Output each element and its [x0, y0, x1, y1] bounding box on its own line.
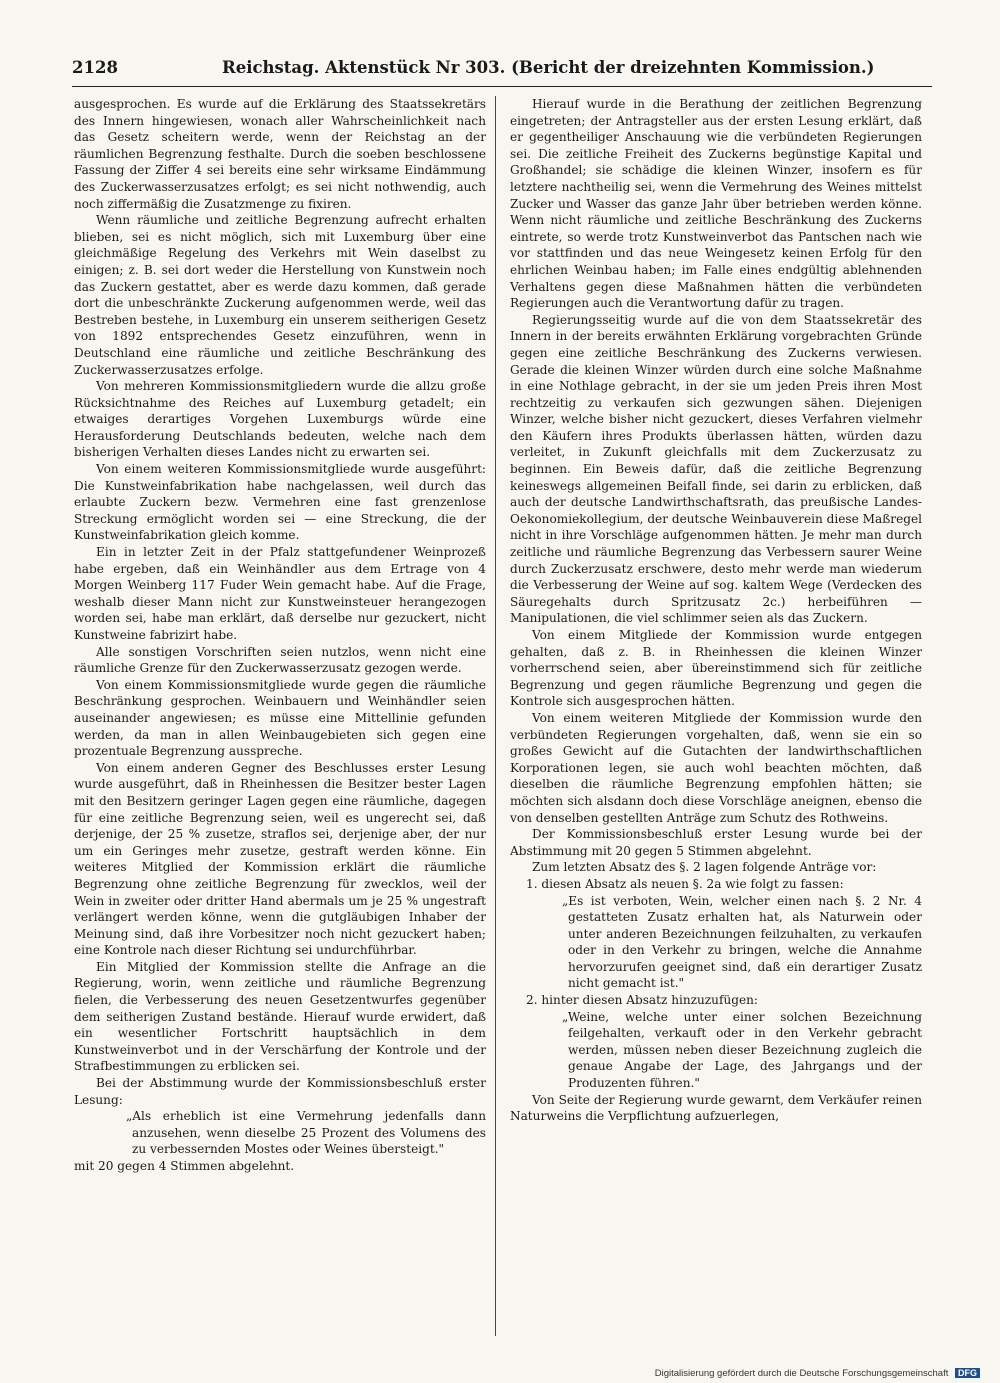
paragraph: Alle sonstigen Vorschriften seien nutzlos, wenn nicht eine räumliche Grenze für den Zuckerwasserzusatz gezogen werde. — [74, 644, 486, 676]
paragraph: mit 20 gegen 4 Stimmen abgelehnt. — [74, 1159, 295, 1173]
paragraph: Wenn räumliche und zeitliche Begrenzung aufrecht erhalten blieben, sei es nicht möglich, sich mit Luxemburg über eine gleichmäßige Regelung des Verkehrs mit Wein daselbst zu einigen; z. B. sei dort weder die Herstellung von Kunstwein noch das Zuckern gestattet, aber es werde dazu kommen, daß gerade dort die unbeschränkte Zuckerung aufgenommen werde, weil das Bestreben bestehe, in Luxemburg ein unserem seitherigen Gesetz von 1892 entsprechendes Gesetz einzuführen, wenn in Deutschland eine räumliche und zeitliche Beschränkung des Zuckerwasserzusatzes erfolge. — [74, 213, 486, 377]
running-title: Reichstag. Aktenstück Nr 303. (Bericht der dreizehnten Kommission.) — [222, 58, 875, 77]
motion-item: 1. diesen Absatz als neuen §. 2a wie folgt zu fassen: — [526, 876, 844, 891]
paragraph: Ein Mitglied der Kommission stellte die Anfrage an die Regierung, worin, wenn zeitliche und räumliche Begrenzung fielen, die Verbesserung des neuen Gesetzentwurfes gegenüber dem seitherigen Zustand bestände. Hierauf wurde erwidert, daß ein wesentlicher Fortschritt hauptsächlich in dem Kunstweinverbot und in der Verschärfung der Kontrole und der Strafbestimmungen zu erblicken sei. — [74, 959, 486, 1074]
left-column — [74, 96, 486, 1175]
paragraph: Von Seite der Regierung wurde gewarnt, dem Verkäufer reinen Naturweins die Verpflichtung aufzuerlegen, — [510, 1092, 922, 1124]
header-rule — [72, 86, 932, 87]
quoted-motion: „Weine, welche unter einer solchen Bezeichnung feilgehalten, verkauft oder in den Verkehr gebracht werden, müssen neben dieser Bezeichnung zugleich die genaue Angabe der Lage, des Jahrgangs und der Produzenten führen." — [562, 1009, 922, 1091]
paragraph: Von mehreren Kommissionsmitgliedern wurde die allzu große Rücksichtnahme des Reiches auf Luxemburg getadelt; ein etwaiges derartiges Vorgehen Luxemburgs würde eine Herausforderung Deutschlands bedeuten, welche nach dem bisherigen Verhalten dieses Landes nicht zu erwarten sei. — [74, 379, 486, 460]
paragraph: Von einem weiteren Kommissionsmitgliede wurde ausgeführt: Die Kunstweinfabrikation habe nachgelassen, weil durch das erlaubte Zuckern bezw. Vermehren eine fast grenzenlose Streckung ermöglicht worden sei — eine Streckung, die der Kunstweinfabrikation gleich komme. — [74, 462, 486, 543]
right-column — [510, 96, 922, 1125]
column-divider — [495, 96, 496, 1336]
motion-item: 2. hinter diesen Absatz hinzuzufügen: — [526, 993, 758, 1008]
paragraph: Hierauf wurde in die Berathung der zeitlichen Begrenzung eingetreten; der Antragsteller aus der ersten Lesung erklärt, daß er gegentheiliger Anschauung wie die verbündeten Regierungen sei. Die zeitliche Freiheit des Zuckerns begünstige Kapital und Großhandel; sie schädige die kleinen Winzer, insofern es für letztere nachtheilig sei, wenn die Vermehrung des Weines mittelst Zucker und Wasser das ganze Jahr über betrieben werden könne. Wenn nicht räumliche und zeitliche Beschränkung des Zuckerns eintrete, so werde trotz Kunstweinverbot das Pantschen nach wie vor stattfinden und das neue Weingesetz keinen Erfolg für den ehrlichen Weinbau haben; im Falle eines endgültig ablehnenden Verhaltens gegen diese Maßnahmen hätten die verbündeten Regierungen auch die Verantwortung dafür zu tragen. — [510, 97, 922, 311]
paragraph: Der Kommissionsbeschluß erster Lesung wurde bei der Abstimmung mit 20 gegen 5 Stimmen abgelehnt. — [510, 827, 922, 858]
paragraph: Zum letzten Absatz des §. 2 lagen folgende Anträge vor: — [532, 860, 877, 875]
page-header — [72, 58, 932, 84]
footer-credit — [600, 1368, 980, 1379]
quoted-motion: „Als erheblich ist eine Vermehrung jedenfalls dann anzusehen, wenn dieselbe 25 Prozent des Volumens des zu verbessernden Mostes oder Weines übersteigt." — [126, 1109, 486, 1157]
paragraph: Von einem anderen Gegner des Beschlusses erster Lesung wurde ausgeführt, daß in Rheinhessen die Besitzer bester Lagen mit den Besitzern geringer Lagen gegen eine räumliche, dagegen für eine zeitliche Begrenzung seien, weil es ungerecht sei, daß derjenige, der 25 % zusetze, straflos sei, derjenige aber, der nur um ein Geringes mehr zusetze, gestraft werden könne. Ein weiteres Mitglied der Kommission erklärt die räumliche Begrenzung ohne zeitliche Begrenzung für zwecklos, weil der Wein in zweiter oder dritter Hand abermals um je 25 % ungestraft verlängert werden könne, wenn die gutgläubigen Inhaber der Meinung sind, daß ihre Vorbesitzer noch nicht gezuckert haben; eine Kontrole nach dieser Richtung sei undurchführbar. — [74, 760, 486, 958]
paragraph: Ein in letzter Zeit in der Pfalz stattgefundener Weinprozeß habe ergeben, daß ein Weinhändler aus dem Ertrage von 4 Morgen Weinberg 117 Fuder Wein gemacht habe. Auf die Frage, weshalb dieser Mann nicht zur Kunstweinsteuer herangezogen worden sei, habe man erklärt, daß derselbe nur gezuckert, nicht Kunstweine fabrizirt habe. — [74, 545, 486, 642]
paragraph: Bei der Abstimmung wurde der Kommissionsbeschluß erster Lesung: — [74, 1076, 486, 1107]
paragraph: Regierungsseitig wurde auf die von dem Staatssekretär des Innern in der bereits erwähnten Erklärung vorgebrachten Gründe gegen eine zeitliche Beschränkung des Zuckerns verwiesen. Gerade die kleinen Winzer würden durch eine solche Maßnahme in eine Nothlage gebracht, in der sie um jeden Preis ihren Most rechtzeitig zu verkaufen sich gezwungen sähen. Diejenigen Winzer, welche bisher nicht gezuckert, dieses Verfahren vielmehr den Käufern ihres Produkts überlassen hätten, würden dazu verleitet, in Zukunft gleichfalls mit dem Zuckerzusatz zu beginnen. Ein Beweis dafür, daß die zeitliche Begrenzung keineswegs allgemeinen Beifall finde, sei darin zu erblicken, daß auch der deutsche Landwirthschaftsrath, das preußische Landes-Oekonomiekollegium, der deutsche Weinbauverein diese Maßregel nicht in ihre Vorschläge aufgenommen hätten. Je mehr man durch zeitliche und räumliche Begrenzung das Verbessern saurer Weine durch Zuckerzusatz erschwere, desto mehr werde man wiederum die Verbesserung der Weine auf sog. kaltem Wege (Verdecken des Säuregehalts durch Spritzusatz 2c.) herbeiführen — Manipulationen, die viel schlimmer seien als das Zuckern. — [510, 312, 922, 626]
paragraph: Von einem Kommissionsmitgliede wurde gegen die räumliche Beschränkung gesprochen. Weinbauern und Weinhändler seien auseinander angewiesen; es müsse eine Mittellinie gefunden werden, da man in allen Weinbaugebieten sich gegen eine prozentuale Begrenzung ausspreche. — [74, 677, 486, 759]
paragraph: ausgesprochen. Es wurde auf die Erklärung des Staatssekretärs des Innern hingewiesen, wonach aller Wahrscheinlichkeit nach das Gesetz scheitern werde, wenn der Reichstag an der räumlichen Begrenzung festhalte. Durch die soeben beschlossene Fassung der Ziffer 4 sei bereits eine sehr wirksame Eindämmung des Zuckerwasserzusatzes erfolgt; es sei nicht nothwendig, auch noch ziffermäßig die Zusatzmenge zu fixiren. — [74, 97, 486, 211]
paragraph: Von einem Mitgliede der Kommission wurde entgegen gehalten, daß z. B. in Rheinhessen die kleinen Winzer vorherrschend seien, aber übereinstimmend sich für zeitliche Begrenzung und gegen räumliche Begrenzung und gegen die Kontrole sich ausgesprochen hätten. — [510, 628, 922, 709]
credit-text: Digitalisierung gefördert durch die Deutsche Forschungsgemeinschaft — [654, 1368, 949, 1379]
paragraph: Von einem weiteren Mitgliede der Kommission wurde den verbündeten Regierungen vorgehalten, daß, wenn sie ein so großes Gewicht auf die Gutachten der landwirthschaftlichen Korporationen legen, sie auch wohl beachten möchten, daß dieselben die räumliche Begrenzung empfohlen hätten; sie möchten sich alsdann doch diese Vorschläge aneignen, ebenso die von denselben gestellten Anträge zum Schutz des Rothweins. — [510, 710, 922, 825]
dfg-logo-icon: DFG — [955, 1368, 980, 1378]
quoted-motion: „Es ist verboten, Wein, welcher einen nach §. 2 Nr. 4 gestatteten Zusatz erhalten hat, als Naturwein oder unter anderen Bezeichnungen feilzuhalten, zu verkaufen oder in den Verkehr zu bringen, welche die Annahme hervorzurufen geeignet sind, daß ein derartiger Zusatz nicht gemacht ist." — [562, 893, 922, 991]
page-number: 2128 — [72, 58, 118, 77]
